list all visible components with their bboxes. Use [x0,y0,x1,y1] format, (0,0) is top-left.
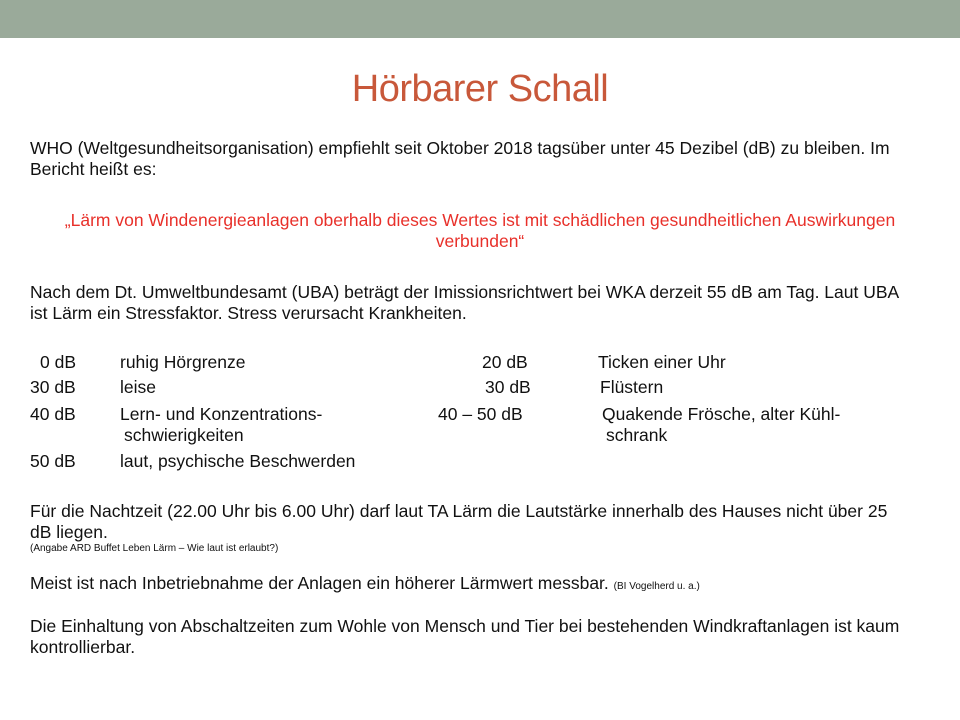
level-left-db-3: 50 dB [30,451,76,471]
intro-paragraph: WHO (Weltgesundheitsorganisation) empfiehlt seit Oktober 2018 tagsüber unter 45 Dezibel (dB) zu bleiben. Im Bericht heißt es: [30,138,890,179]
level-right-db-1: 30 dB [485,377,531,397]
night-paragraph: Für die Nachtzeit (22.00 Uhr bis 6.00 Uhr) darf laut TA Lärm die Lautstärke innerhalb des Hauses nicht über 25 dB liegen. [30,501,888,542]
night-source-note: (Angabe ARD Buffet Leben Lärm – Wie laut ist erlaubt?) [30,543,279,554]
level-right-db-2: 40 – 50 dB [438,404,523,424]
level-left-desc-0: ruhig Hörgrenze [120,352,246,372]
level-right-desc-2a: Quakende Frösche, alter Kühl- [602,404,841,424]
uba-paragraph: Nach dem Dt. Umweltbundesamt (UBA) beträgt der Imissionsrichtwert bei WKA derzeit 55 dB am Tag. Laut UBA ist Lärm ein Stressfaktor. Stress verursacht Krankheiten. [30,282,899,323]
level-left-db-0: 0 dB [40,352,76,372]
level-left-db-1: 30 dB [30,377,76,397]
level-right-desc-1: Flüstern [600,377,664,397]
measure-paragraph [30,573,910,597]
level-right-desc-2b: schrank [606,425,668,445]
level-left-db-2: 40 dB [30,404,76,424]
level-left-desc-3: laut, psychische Beschwerden [120,451,356,471]
level-left-desc-2b: schwierigkeiten [124,425,244,445]
level-right-db-0: 20 dB [482,352,528,372]
shutdown-paragraph: Die Einhaltung von Abschaltzeiten zum Wohle von Mensch und Tier bei bestehenden Windkraftanlagen ist kaum kontrollierbar. [30,616,900,657]
measure-source-note: (BI Vogelherd u. a.) [613,581,700,592]
level-left-desc-1: leise [120,377,156,397]
slide-title: Hörbarer Schall [351,68,609,110]
measure-text: Meist ist nach Inbetriebnahme der Anlagen ein höherer Lärmwert messbar. [30,573,609,593]
level-right-desc-0: Ticken einer Uhr [598,352,726,372]
top-accent-bar [0,0,960,38]
level-left-desc-2a: Lern- und Konzentrations- [120,404,323,424]
who-quote: „Lärm von Windenergieanlagen oberhalb dieses Wertes ist mit schädlichen gesundheitlichen Auswirkungen verbunden“ [64,210,896,251]
